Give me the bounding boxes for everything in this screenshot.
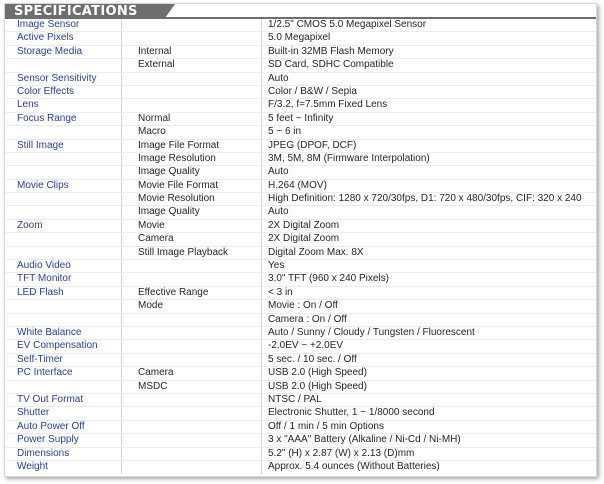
spec-sublabel: [121, 327, 261, 339]
spec-row: [5, 407, 596, 420]
spec-sublabel: Image File Format: [121, 140, 261, 152]
spec-label: Power Supply: [17, 434, 79, 446]
spec-value: Movie : On / Off: [261, 300, 597, 312]
spec-sublabel: [121, 421, 261, 433]
spec-row: [5, 206, 596, 219]
spec-sublabel: [121, 434, 261, 446]
spec-value: SD Card, SDHC Compatible: [261, 59, 597, 71]
spec-row: [5, 314, 596, 327]
spec-value: H.264 (MOV): [261, 180, 597, 192]
spec-row: [5, 99, 596, 112]
spec-label: Audio Video: [17, 260, 71, 272]
spec-sublabel: [121, 73, 261, 85]
spec-value: 2X Digital Zoom: [261, 220, 597, 232]
spec-label: PC Interface: [17, 367, 73, 379]
spec-row: [5, 59, 596, 72]
spec-row: [5, 300, 596, 313]
spec-label: Shutter: [17, 407, 50, 419]
spec-row: [5, 233, 596, 246]
spec-value: Approx. 5.4 ounces (Without Batteries): [261, 461, 597, 474]
spec-value: 5 feet ~ Infinity: [261, 113, 597, 125]
spec-value: 3.0" TFT (960 x 240 Pixels): [261, 273, 597, 285]
spec-sublabel: Internal: [121, 46, 261, 58]
spec-label: Focus Range: [17, 112, 77, 124]
spec-row: [5, 153, 596, 166]
spec-label: Self-Timer: [17, 353, 63, 365]
spec-value: Built-in 32MB Flash Memory: [261, 46, 597, 58]
spec-row: [5, 113, 596, 126]
spec-sublabel: [121, 314, 261, 326]
spec-value: < 3 in: [261, 287, 597, 299]
spec-value: Auto: [261, 206, 597, 218]
spec-row: [5, 421, 596, 434]
spec-value: Camera : On / Off: [261, 314, 597, 326]
spec-value: 5.0 Megapixel: [261, 32, 597, 44]
spec-sublabel: Movie File Format: [121, 180, 261, 192]
spec-value: USB 2.0 (High Speed): [261, 381, 597, 393]
spec-sublabel: [121, 260, 261, 272]
spec-label: LED Flash: [17, 286, 64, 298]
spec-sublabel: Mode: [121, 300, 261, 312]
spec-label: TV Out Format: [17, 393, 84, 405]
spec-sublabel: Movie: [121, 220, 261, 232]
spec-sublabel: [121, 354, 261, 366]
spec-value: Electronic Shutter, 1 ~ 1/8000 second: [261, 407, 597, 419]
spec-sublabel: [121, 32, 261, 44]
spec-label: TFT Monitor: [17, 273, 72, 285]
spec-value: Auto / Sunny / Cloudy / Tungsten / Fluorescent: [261, 327, 597, 339]
spec-row: [5, 247, 596, 260]
spec-sublabel: [121, 407, 261, 419]
spec-sublabel: Macro: [121, 126, 261, 138]
spec-value: JPEG (DPOF, DCF): [261, 140, 597, 152]
spec-label: [5, 300, 121, 312]
spec-row: [5, 434, 596, 447]
spec-row: [5, 193, 596, 206]
spec-label: [5, 247, 121, 259]
spec-row: [5, 73, 596, 86]
spec-label: Lens: [17, 99, 39, 111]
spec-label: [5, 193, 121, 205]
spec-sublabel: External: [121, 59, 261, 71]
spec-sublabel: [121, 461, 261, 474]
spec-label: EV Compensation: [17, 340, 98, 352]
page-title: SPECIFICATIONS: [14, 4, 138, 19]
specifications-banner: [5, 4, 596, 19]
spec-sublabel: Camera: [121, 367, 261, 379]
spec-value: High Definition: 1280 x 720/30fps, D1: 720 x 480/30fps, CIF: 320 x 240: [261, 193, 597, 205]
spec-row: [5, 381, 596, 394]
spec-value: Auto: [261, 166, 597, 178]
spec-label: [5, 381, 121, 393]
spec-row: [5, 46, 596, 59]
spec-label: Image Sensor: [17, 19, 80, 30]
spec-row: [5, 448, 596, 461]
spec-label: Color Effects: [17, 85, 75, 97]
spec-value: Yes: [261, 260, 597, 272]
spec-sublabel: Image Quality: [121, 206, 261, 218]
spec-label: Movie Clips: [17, 179, 69, 191]
spec-value: 1/2.5" CMOS 5.0 Megapixel Sensor: [261, 19, 597, 31]
spec-row: [5, 260, 596, 273]
spec-sublabel: Effective Range: [121, 287, 261, 299]
spec-row: [5, 86, 596, 99]
spec-value: Digital Zoom Max. 8X: [261, 247, 597, 259]
spec-value: 5 sec. / 10 sec. / Off: [261, 354, 597, 366]
spec-row: [5, 126, 596, 139]
spec-label: Weight: [17, 460, 48, 472]
spec-row: [5, 166, 596, 179]
spec-value: Color / B&W / Sepia: [261, 86, 597, 98]
spec-label: [5, 166, 121, 178]
spec-row: [5, 354, 596, 367]
spec-row: [5, 180, 596, 193]
spec-value: NTSC / PAL: [261, 394, 597, 406]
spec-row: [5, 220, 596, 233]
spec-sheet: [4, 3, 597, 477]
spec-sublabel: [121, 448, 261, 460]
spec-label: [5, 206, 121, 218]
spec-label: Active Pixels: [17, 32, 74, 44]
spec-label: [5, 233, 121, 245]
spec-value: 5 ~ 6 in: [261, 126, 597, 138]
spec-sublabel: MSDC: [121, 381, 261, 393]
spec-sublabel: Normal: [121, 113, 261, 125]
spec-row: [5, 140, 596, 153]
spec-row: [5, 394, 596, 407]
spec-sublabel: [121, 86, 261, 98]
spec-label: Sensor Sensitivity: [17, 72, 97, 84]
spec-label: [5, 126, 121, 138]
spec-value: Off / 1 min / 5 min Options: [261, 421, 597, 433]
spec-sublabel: [121, 99, 261, 111]
spec-sublabel: Image Resolution: [121, 153, 261, 165]
spec-value: -2.0EV ~ +2.0EV: [261, 340, 597, 352]
spec-value: 3M, 5M, 8M (Firmware Interpolation): [261, 153, 597, 165]
spec-sublabel: Movie Resolution: [121, 193, 261, 205]
spec-label: White Balance: [17, 326, 82, 338]
spec-label: [5, 59, 121, 71]
spec-sublabel: Camera: [121, 233, 261, 245]
spec-sublabel: [121, 273, 261, 285]
spec-value: 3 x "AAA" Battery (Alkaline / Ni-Cd / Ni-MH): [261, 434, 597, 446]
banner-wedge: [165, 4, 175, 18]
spec-sublabel: [121, 394, 261, 406]
spec-value: Auto: [261, 73, 597, 85]
spec-label: [5, 153, 121, 165]
spec-label: Still Image: [17, 139, 64, 151]
spec-row: [5, 32, 596, 45]
spec-sublabel: Image Quality: [121, 166, 261, 178]
spec-row: [5, 19, 596, 32]
spec-label: [5, 314, 121, 326]
spec-value: 2X Digital Zoom: [261, 233, 597, 245]
spec-sublabel: [121, 19, 261, 31]
spec-value: 5.2" (H) x 2.87 (W) x 2.13 (D)mm: [261, 448, 597, 460]
spec-row: [5, 461, 596, 474]
spec-sublabel: [121, 340, 261, 352]
spec-label: Zoom: [17, 219, 43, 231]
spec-label: Storage Media: [17, 45, 83, 57]
spec-label: Auto Power Off: [17, 420, 85, 432]
spec-row: [5, 327, 596, 340]
spec-row: [5, 287, 596, 300]
spec-value: USB 2.0 (High Speed): [261, 367, 597, 379]
spec-sublabel: Still Image Playback: [121, 247, 261, 259]
spec-row: [5, 367, 596, 380]
spec-label: Dimensions: [17, 447, 70, 459]
spec-table: [5, 19, 596, 474]
spec-row: [5, 340, 596, 353]
spec-row: [5, 273, 596, 286]
spec-value: F/3.2, f=7.5mm Fixed Lens: [261, 99, 597, 111]
